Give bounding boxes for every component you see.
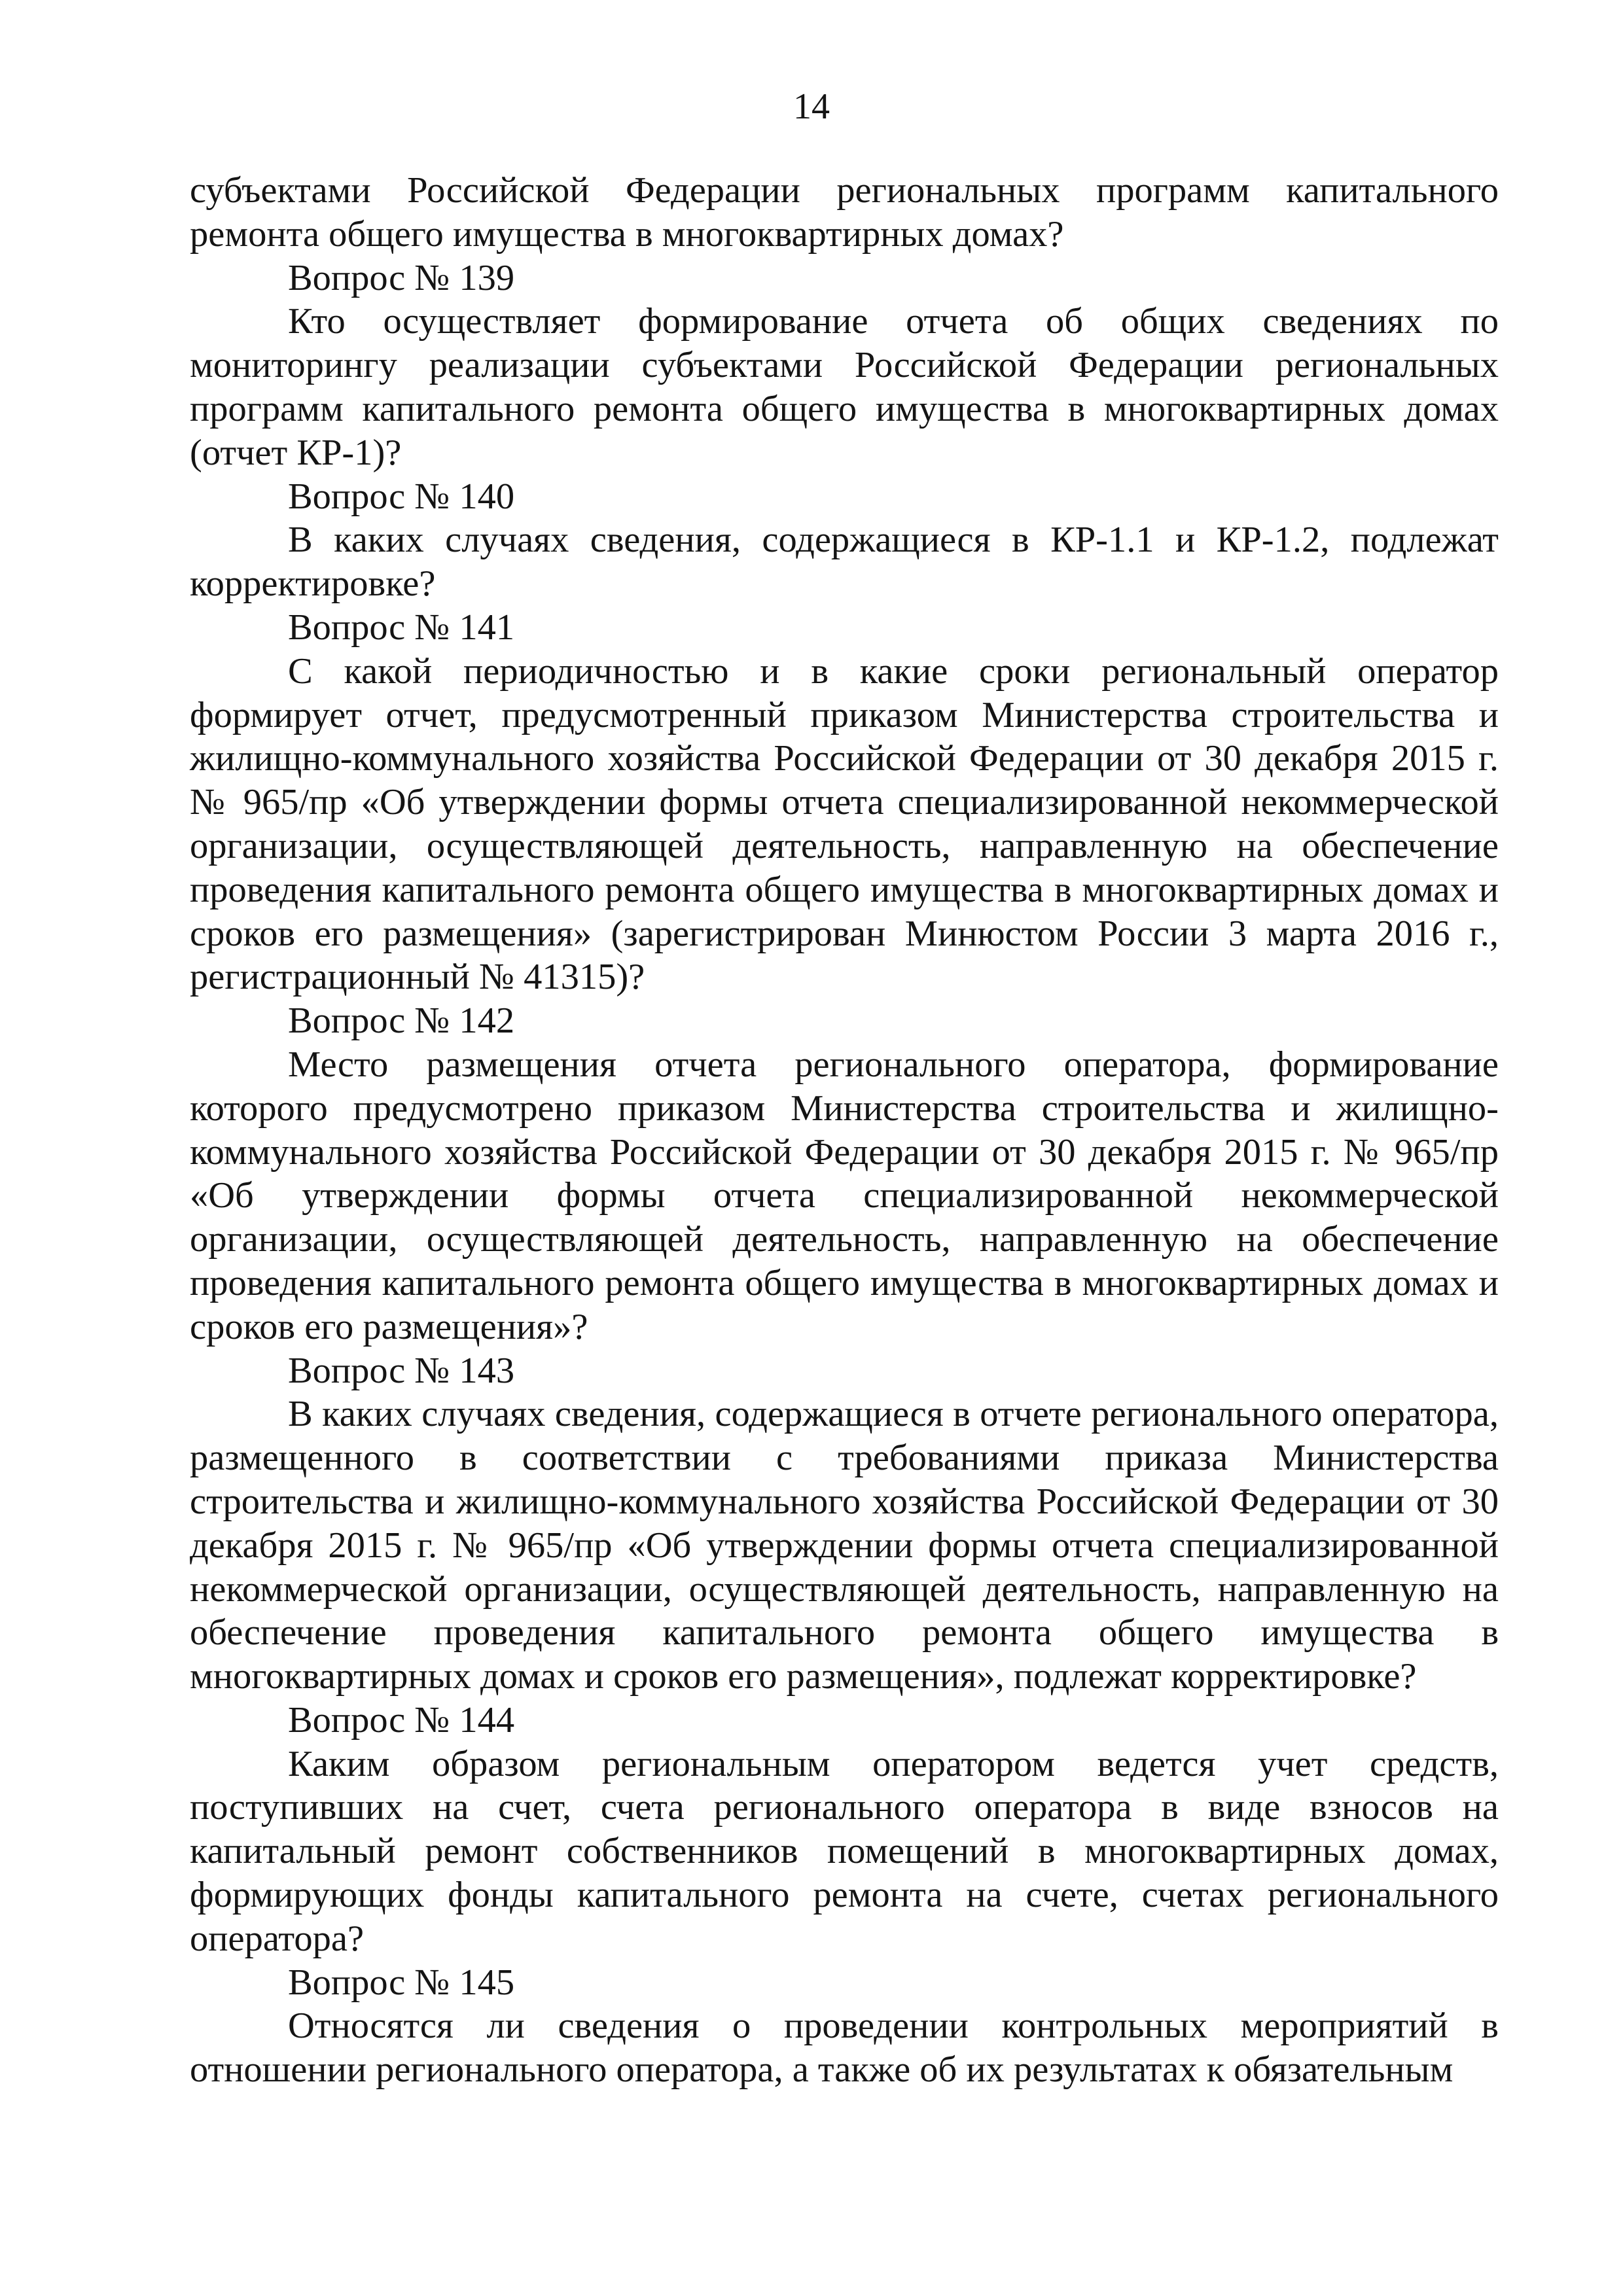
question-heading-139: Вопрос № 139	[288, 257, 515, 298]
question-text-145: Относятся ли сведения о проведении контрольных мероприятий в отношении регионального оператора, а также об их результатах к обязательным	[190, 2005, 1499, 2091]
continuation-paragraph: субъектами Российской Федерации региональных программ капитального ремонта общего имущества в многоквартирных домах?	[190, 170, 1499, 255]
question-heading-145: Вопрос № 145	[288, 1962, 515, 2003]
question-text-140: В каких случаях сведения, содержащиеся в КР-1.1 и КР-1.2, подлежат корректировке?	[190, 520, 1499, 605]
question-heading-142: Вопрос № 142	[288, 1000, 515, 1042]
question-text-142: Место размещения отчета регионального оператора, формирование которого предусмотрено приказом Министерства строительства и жилищно-коммунального хозяйства Российской Федерации от 30 декабря 2015 г. № 965/пр «Об утверждении формы отчета специализированной некоммерческой организации, осуществляющей деятельность, направленную на обеспечение проведения капитального ремонта общего имущества в многоквартирных домах и сроков его размещения»?	[190, 1044, 1499, 1347]
question-heading-143: Вопрос № 143	[288, 1350, 515, 1391]
question-heading-141: Вопрос № 141	[288, 607, 515, 648]
question-text-143: В каких случаях сведения, содержащиеся в отчете регионального оператора, размещенного в соответствии с требованиями приказа Министерства строительства и жилищно-коммунального хозяйства Российской Федерации от 30 декабря 2015 г. № 965/пр «Об утверждении формы отчета специализированной некоммерческой организации, осуществляющей деятельность, направленную на обеспечение проведения капитального ремонта общего имущества в многоквартирных домах и сроков его размещения», подлежат корректировке?	[190, 1394, 1499, 1697]
question-text-144: Каким образом региональным оператором ведется учет средств, поступивших на счет, счета регионального оператора в виде взносов на капитальный ремонт собственников помещений в многоквартирных домах, формирующих фонды капитального ремонта на счете, счетах регионального оператора?	[190, 1743, 1499, 1959]
question-text-141: С какой периодичностью и в какие сроки региональный оператор формирует отчет, предусмотренный приказом Министерства строительства и жилищно-коммунального хозяйства Российской Федерации от 30 декабря 2015 г. № 965/пр «Об утверждении формы отчета специализированной некоммерческой организации, осуществляющей деятельность, направленную на обеспечение проведения капитального ремонта общего имущества в многоквартирных домах и сроков его размещения» (зарегистрирован Минюстом России 3 марта 2016 г., регистрационный № 41315)?	[190, 650, 1499, 998]
question-heading-140: Вопрос № 140	[288, 476, 515, 517]
question-heading-144: Вопрос № 144	[288, 1699, 515, 1740]
page-number: 14	[793, 86, 830, 127]
question-text-139: Кто осуществляет формирование отчета об общих сведениях по мониторингу реализации субъектами Российской Федерации региональных программ капитального ремонта общего имущества в многоквартирных домах (отчет КР-1)?	[190, 301, 1499, 473]
document-body	[190, 169, 1499, 2092]
